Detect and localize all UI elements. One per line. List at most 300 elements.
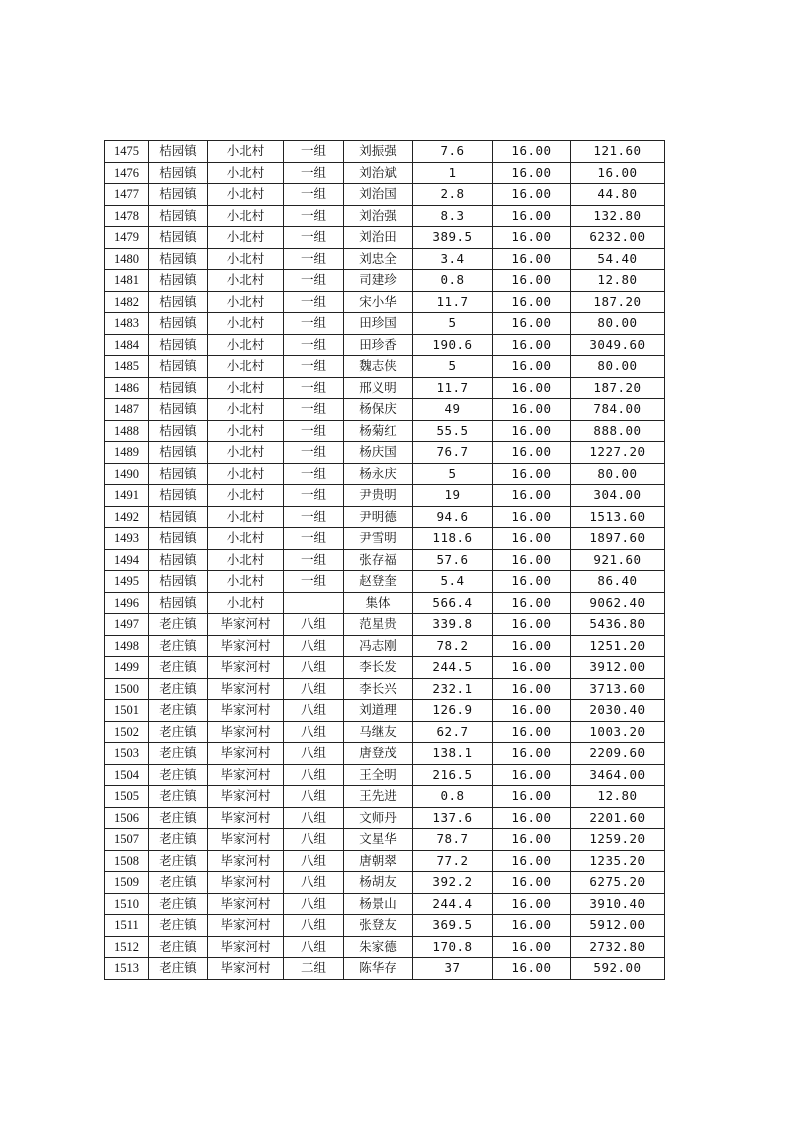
amount-cell: 187.20 <box>571 291 665 313</box>
group-cell: 一组 <box>284 291 344 313</box>
row-number-cell: 1506 <box>105 807 149 829</box>
unit-price-cell: 16.00 <box>493 829 571 851</box>
village-cell: 小北村 <box>208 227 284 249</box>
group-cell: 一组 <box>284 549 344 571</box>
unit-price-cell: 16.00 <box>493 485 571 507</box>
unit-price-cell: 16.00 <box>493 721 571 743</box>
unit-price-cell: 16.00 <box>493 700 571 722</box>
name-cell: 杨景山 <box>344 893 413 915</box>
town-cell: 桔园镇 <box>149 592 208 614</box>
quantity-cell: 55.5 <box>413 420 493 442</box>
name-cell: 尹雪明 <box>344 528 413 550</box>
name-cell: 王先进 <box>344 786 413 808</box>
row-number-cell: 1494 <box>105 549 149 571</box>
town-cell: 桔园镇 <box>149 356 208 378</box>
town-cell: 老庄镇 <box>149 958 208 980</box>
group-cell: 八组 <box>284 657 344 679</box>
quantity-cell: 11.7 <box>413 291 493 313</box>
quantity-cell: 138.1 <box>413 743 493 765</box>
table-row <box>105 442 665 464</box>
quantity-cell: 94.6 <box>413 506 493 528</box>
table-row <box>105 807 665 829</box>
name-cell: 马继友 <box>344 721 413 743</box>
village-cell: 毕家河村 <box>208 915 284 937</box>
quantity-cell: 37 <box>413 958 493 980</box>
town-cell: 老庄镇 <box>149 700 208 722</box>
amount-cell: 3910.40 <box>571 893 665 915</box>
row-number-cell: 1485 <box>105 356 149 378</box>
group-cell: 一组 <box>284 356 344 378</box>
town-cell: 桔园镇 <box>149 184 208 206</box>
town-cell: 桔园镇 <box>149 549 208 571</box>
town-cell: 桔园镇 <box>149 506 208 528</box>
group-cell: 八组 <box>284 893 344 915</box>
village-cell: 小北村 <box>208 485 284 507</box>
data-table <box>104 140 665 980</box>
quantity-cell: 392.2 <box>413 872 493 894</box>
amount-cell: 1003.20 <box>571 721 665 743</box>
quantity-cell: 369.5 <box>413 915 493 937</box>
village-cell: 毕家河村 <box>208 743 284 765</box>
quantity-cell: 170.8 <box>413 936 493 958</box>
quantity-cell: 5 <box>413 356 493 378</box>
unit-price-cell: 16.00 <box>493 270 571 292</box>
quantity-cell: 0.8 <box>413 270 493 292</box>
village-cell: 毕家河村 <box>208 700 284 722</box>
amount-cell: 921.60 <box>571 549 665 571</box>
town-cell: 老庄镇 <box>149 893 208 915</box>
village-cell: 毕家河村 <box>208 614 284 636</box>
table-row <box>105 571 665 593</box>
table-row <box>105 313 665 335</box>
name-cell: 宋小华 <box>344 291 413 313</box>
amount-cell: 1235.20 <box>571 850 665 872</box>
unit-price-cell: 16.00 <box>493 872 571 894</box>
quantity-cell: 566.4 <box>413 592 493 614</box>
row-number-cell: 1495 <box>105 571 149 593</box>
quantity-cell: 5 <box>413 313 493 335</box>
village-cell: 毕家河村 <box>208 657 284 679</box>
quantity-cell: 62.7 <box>413 721 493 743</box>
town-cell: 老庄镇 <box>149 807 208 829</box>
group-cell: 一组 <box>284 227 344 249</box>
town-cell: 桔园镇 <box>149 571 208 593</box>
name-cell: 杨永庆 <box>344 463 413 485</box>
name-cell: 刘治国 <box>344 184 413 206</box>
town-cell: 桔园镇 <box>149 442 208 464</box>
amount-cell: 1897.60 <box>571 528 665 550</box>
amount-cell: 6232.00 <box>571 227 665 249</box>
name-cell: 刘治斌 <box>344 162 413 184</box>
quantity-cell: 216.5 <box>413 764 493 786</box>
group-cell: 一组 <box>284 205 344 227</box>
row-number-cell: 1509 <box>105 872 149 894</box>
amount-cell: 1251.20 <box>571 635 665 657</box>
name-cell: 李长发 <box>344 657 413 679</box>
unit-price-cell: 16.00 <box>493 614 571 636</box>
quantity-cell: 339.8 <box>413 614 493 636</box>
row-number-cell: 1502 <box>105 721 149 743</box>
quantity-cell: 7.6 <box>413 141 493 163</box>
unit-price-cell: 16.00 <box>493 743 571 765</box>
amount-cell: 784.00 <box>571 399 665 421</box>
village-cell: 毕家河村 <box>208 721 284 743</box>
row-number-cell: 1497 <box>105 614 149 636</box>
town-cell: 桔园镇 <box>149 270 208 292</box>
table-row <box>105 893 665 915</box>
town-cell: 老庄镇 <box>149 764 208 786</box>
group-cell: 一组 <box>284 528 344 550</box>
amount-cell: 2030.40 <box>571 700 665 722</box>
name-cell: 文星华 <box>344 829 413 851</box>
group-cell: 一组 <box>284 399 344 421</box>
village-cell: 小北村 <box>208 356 284 378</box>
unit-price-cell: 16.00 <box>493 313 571 335</box>
amount-cell: 80.00 <box>571 313 665 335</box>
group-cell: 八组 <box>284 936 344 958</box>
table-row <box>105 141 665 163</box>
village-cell: 小北村 <box>208 334 284 356</box>
amount-cell: 3713.60 <box>571 678 665 700</box>
name-cell: 张登友 <box>344 915 413 937</box>
row-number-cell: 1507 <box>105 829 149 851</box>
quantity-cell: 3.4 <box>413 248 493 270</box>
row-number-cell: 1478 <box>105 205 149 227</box>
name-cell: 尹明德 <box>344 506 413 528</box>
unit-price-cell: 16.00 <box>493 356 571 378</box>
group-cell: 八组 <box>284 829 344 851</box>
village-cell: 小北村 <box>208 399 284 421</box>
quantity-cell: 19 <box>413 485 493 507</box>
village-cell: 毕家河村 <box>208 850 284 872</box>
row-number-cell: 1480 <box>105 248 149 270</box>
unit-price-cell: 16.00 <box>493 915 571 937</box>
row-number-cell: 1490 <box>105 463 149 485</box>
table-row <box>105 291 665 313</box>
row-number-cell: 1505 <box>105 786 149 808</box>
unit-price-cell: 16.00 <box>493 549 571 571</box>
unit-price-cell: 16.00 <box>493 506 571 528</box>
quantity-cell: 126.9 <box>413 700 493 722</box>
table-row <box>105 248 665 270</box>
table-row <box>105 872 665 894</box>
quantity-cell: 118.6 <box>413 528 493 550</box>
town-cell: 桔园镇 <box>149 399 208 421</box>
quantity-cell: 8.3 <box>413 205 493 227</box>
quantity-cell: 5 <box>413 463 493 485</box>
group-cell: 一组 <box>284 270 344 292</box>
amount-cell: 2201.60 <box>571 807 665 829</box>
quantity-cell: 244.5 <box>413 657 493 679</box>
village-cell: 小北村 <box>208 248 284 270</box>
amount-cell: 592.00 <box>571 958 665 980</box>
unit-price-cell: 16.00 <box>493 463 571 485</box>
village-cell: 小北村 <box>208 592 284 614</box>
town-cell: 桔园镇 <box>149 528 208 550</box>
name-cell: 赵登奎 <box>344 571 413 593</box>
group-cell: 一组 <box>284 313 344 335</box>
row-number-cell: 1476 <box>105 162 149 184</box>
unit-price-cell: 16.00 <box>493 420 571 442</box>
group-cell: 八组 <box>284 678 344 700</box>
group-cell: 一组 <box>284 485 344 507</box>
name-cell: 朱家德 <box>344 936 413 958</box>
amount-cell: 80.00 <box>571 463 665 485</box>
quantity-cell: 0.8 <box>413 786 493 808</box>
quantity-cell: 11.7 <box>413 377 493 399</box>
row-number-cell: 1477 <box>105 184 149 206</box>
group-cell: 一组 <box>284 463 344 485</box>
table-row <box>105 377 665 399</box>
table-row <box>105 936 665 958</box>
unit-price-cell: 16.00 <box>493 936 571 958</box>
town-cell: 老庄镇 <box>149 936 208 958</box>
unit-price-cell: 16.00 <box>493 786 571 808</box>
row-number-cell: 1511 <box>105 915 149 937</box>
group-cell: 八组 <box>284 721 344 743</box>
row-number-cell: 1512 <box>105 936 149 958</box>
town-cell: 老庄镇 <box>149 850 208 872</box>
row-number-cell: 1481 <box>105 270 149 292</box>
group-cell: 一组 <box>284 141 344 163</box>
town-cell: 桔园镇 <box>149 334 208 356</box>
town-cell: 桔园镇 <box>149 377 208 399</box>
table-row <box>105 678 665 700</box>
unit-price-cell: 16.00 <box>493 248 571 270</box>
village-cell: 毕家河村 <box>208 829 284 851</box>
village-cell: 小北村 <box>208 205 284 227</box>
row-number-cell: 1482 <box>105 291 149 313</box>
name-cell: 尹贵明 <box>344 485 413 507</box>
table-row <box>105 356 665 378</box>
table-row <box>105 463 665 485</box>
village-cell: 小北村 <box>208 420 284 442</box>
table-row <box>105 850 665 872</box>
name-cell: 魏志侠 <box>344 356 413 378</box>
group-cell: 八组 <box>284 915 344 937</box>
group-cell: 一组 <box>284 442 344 464</box>
name-cell: 杨菊红 <box>344 420 413 442</box>
quantity-cell: 190.6 <box>413 334 493 356</box>
town-cell: 桔园镇 <box>149 248 208 270</box>
village-cell: 毕家河村 <box>208 893 284 915</box>
group-cell: 一组 <box>284 420 344 442</box>
group-cell: 一组 <box>284 506 344 528</box>
quantity-cell: 244.4 <box>413 893 493 915</box>
village-cell: 小北村 <box>208 528 284 550</box>
amount-cell: 888.00 <box>571 420 665 442</box>
amount-cell: 1259.20 <box>571 829 665 851</box>
unit-price-cell: 16.00 <box>493 592 571 614</box>
village-cell: 小北村 <box>208 463 284 485</box>
amount-cell: 187.20 <box>571 377 665 399</box>
table-row <box>105 700 665 722</box>
group-cell: 八组 <box>284 700 344 722</box>
unit-price-cell: 16.00 <box>493 184 571 206</box>
name-cell: 陈华存 <box>344 958 413 980</box>
amount-cell: 3049.60 <box>571 334 665 356</box>
row-number-cell: 1493 <box>105 528 149 550</box>
town-cell: 老庄镇 <box>149 614 208 636</box>
amount-cell: 121.60 <box>571 141 665 163</box>
village-cell: 小北村 <box>208 506 284 528</box>
unit-price-cell: 16.00 <box>493 958 571 980</box>
row-number-cell: 1486 <box>105 377 149 399</box>
table-row <box>105 506 665 528</box>
table-row <box>105 915 665 937</box>
group-cell: 八组 <box>284 614 344 636</box>
name-cell: 杨胡友 <box>344 872 413 894</box>
table-body <box>105 141 665 980</box>
name-cell: 刘治强 <box>344 205 413 227</box>
table-row <box>105 786 665 808</box>
town-cell: 桔园镇 <box>149 485 208 507</box>
amount-cell: 5436.80 <box>571 614 665 636</box>
village-cell: 小北村 <box>208 377 284 399</box>
table-row <box>105 592 665 614</box>
village-cell: 小北村 <box>208 270 284 292</box>
name-cell: 李长兴 <box>344 678 413 700</box>
quantity-cell: 389.5 <box>413 227 493 249</box>
row-number-cell: 1498 <box>105 635 149 657</box>
row-number-cell: 1499 <box>105 657 149 679</box>
unit-price-cell: 16.00 <box>493 893 571 915</box>
town-cell: 桔园镇 <box>149 291 208 313</box>
amount-cell: 1513.60 <box>571 506 665 528</box>
quantity-cell: 5.4 <box>413 571 493 593</box>
amount-cell: 12.80 <box>571 270 665 292</box>
village-cell: 小北村 <box>208 571 284 593</box>
name-cell: 刘忠全 <box>344 248 413 270</box>
village-cell: 毕家河村 <box>208 786 284 808</box>
unit-price-cell: 16.00 <box>493 141 571 163</box>
town-cell: 老庄镇 <box>149 829 208 851</box>
quantity-cell: 2.8 <box>413 184 493 206</box>
row-number-cell: 1504 <box>105 764 149 786</box>
group-cell: 八组 <box>284 786 344 808</box>
village-cell: 毕家河村 <box>208 936 284 958</box>
row-number-cell: 1475 <box>105 141 149 163</box>
amount-cell: 16.00 <box>571 162 665 184</box>
row-number-cell: 1492 <box>105 506 149 528</box>
table-row <box>105 528 665 550</box>
unit-price-cell: 16.00 <box>493 205 571 227</box>
group-cell: 一组 <box>284 248 344 270</box>
table-row <box>105 721 665 743</box>
town-cell: 老庄镇 <box>149 872 208 894</box>
town-cell: 老庄镇 <box>149 786 208 808</box>
town-cell: 桔园镇 <box>149 141 208 163</box>
table-row <box>105 614 665 636</box>
unit-price-cell: 16.00 <box>493 571 571 593</box>
row-number-cell: 1479 <box>105 227 149 249</box>
name-cell: 杨庆国 <box>344 442 413 464</box>
table-row <box>105 420 665 442</box>
name-cell: 王全明 <box>344 764 413 786</box>
table-row <box>105 829 665 851</box>
name-cell: 刘道理 <box>344 700 413 722</box>
quantity-cell: 137.6 <box>413 807 493 829</box>
village-cell: 小北村 <box>208 184 284 206</box>
name-cell: 范星贵 <box>344 614 413 636</box>
row-number-cell: 1489 <box>105 442 149 464</box>
amount-cell: 54.40 <box>571 248 665 270</box>
name-cell: 唐朝翠 <box>344 850 413 872</box>
group-cell: 二组 <box>284 958 344 980</box>
amount-cell: 12.80 <box>571 786 665 808</box>
row-number-cell: 1487 <box>105 399 149 421</box>
village-cell: 小北村 <box>208 442 284 464</box>
row-number-cell: 1508 <box>105 850 149 872</box>
table-row <box>105 657 665 679</box>
group-cell: 八组 <box>284 764 344 786</box>
unit-price-cell: 16.00 <box>493 764 571 786</box>
amount-cell: 2209.60 <box>571 743 665 765</box>
row-number-cell: 1496 <box>105 592 149 614</box>
amount-cell: 44.80 <box>571 184 665 206</box>
table-row <box>105 227 665 249</box>
group-cell <box>284 592 344 614</box>
town-cell: 桔园镇 <box>149 420 208 442</box>
table-row <box>105 334 665 356</box>
group-cell: 八组 <box>284 743 344 765</box>
row-number-cell: 1488 <box>105 420 149 442</box>
row-number-cell: 1510 <box>105 893 149 915</box>
quantity-cell: 1 <box>413 162 493 184</box>
name-cell: 唐登茂 <box>344 743 413 765</box>
quantity-cell: 57.6 <box>413 549 493 571</box>
table-row <box>105 485 665 507</box>
unit-price-cell: 16.00 <box>493 377 571 399</box>
name-cell: 田珍国 <box>344 313 413 335</box>
unit-price-cell: 16.00 <box>493 399 571 421</box>
unit-price-cell: 16.00 <box>493 227 571 249</box>
group-cell: 八组 <box>284 872 344 894</box>
name-cell: 刘振强 <box>344 141 413 163</box>
town-cell: 桔园镇 <box>149 463 208 485</box>
table-row <box>105 743 665 765</box>
group-cell: 一组 <box>284 377 344 399</box>
row-number-cell: 1503 <box>105 743 149 765</box>
amount-cell: 6275.20 <box>571 872 665 894</box>
row-number-cell: 1513 <box>105 958 149 980</box>
quantity-cell: 232.1 <box>413 678 493 700</box>
quantity-cell: 76.7 <box>413 442 493 464</box>
amount-cell: 132.80 <box>571 205 665 227</box>
row-number-cell: 1491 <box>105 485 149 507</box>
town-cell: 桔园镇 <box>149 205 208 227</box>
village-cell: 小北村 <box>208 549 284 571</box>
table-row <box>105 162 665 184</box>
village-cell: 小北村 <box>208 141 284 163</box>
table-row <box>105 184 665 206</box>
town-cell: 老庄镇 <box>149 635 208 657</box>
name-cell: 冯志刚 <box>344 635 413 657</box>
town-cell: 老庄镇 <box>149 721 208 743</box>
amount-cell: 304.00 <box>571 485 665 507</box>
row-number-cell: 1484 <box>105 334 149 356</box>
amount-cell: 5912.00 <box>571 915 665 937</box>
table-row <box>105 958 665 980</box>
unit-price-cell: 16.00 <box>493 162 571 184</box>
amount-cell: 1227.20 <box>571 442 665 464</box>
village-cell: 毕家河村 <box>208 807 284 829</box>
unit-price-cell: 16.00 <box>493 442 571 464</box>
town-cell: 桔园镇 <box>149 162 208 184</box>
village-cell: 毕家河村 <box>208 764 284 786</box>
table-row <box>105 764 665 786</box>
name-cell: 杨保庆 <box>344 399 413 421</box>
